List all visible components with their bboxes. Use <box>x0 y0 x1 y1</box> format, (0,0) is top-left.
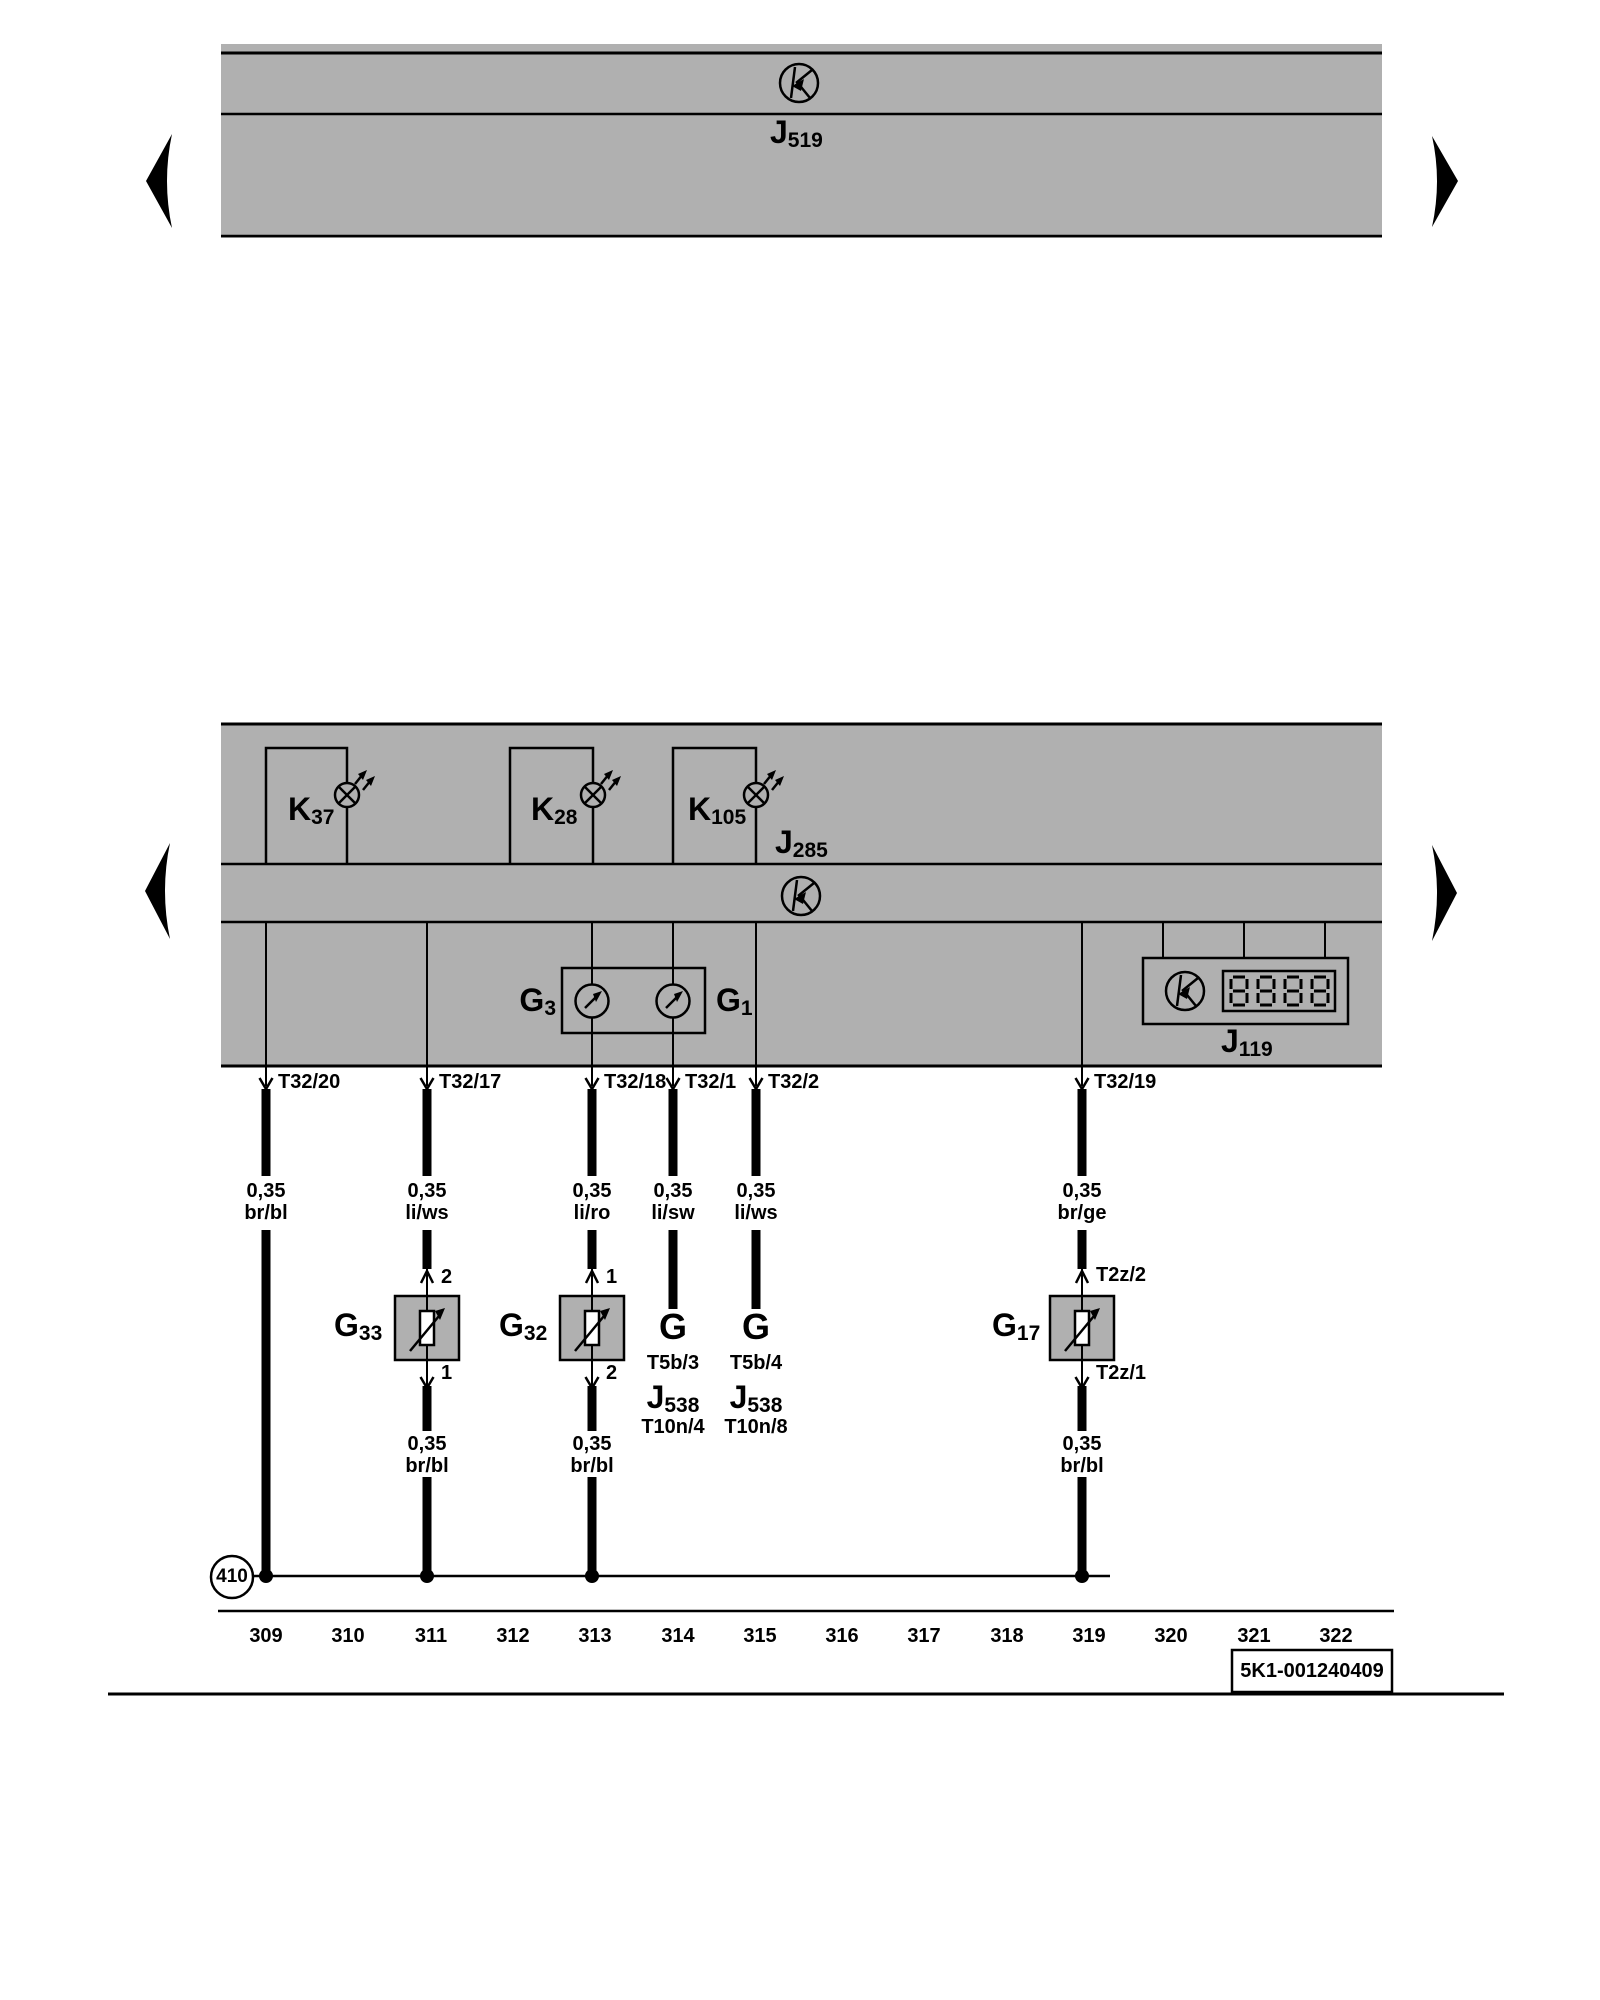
dest-module-pin-w5: T10n/8 <box>724 1416 788 1438</box>
ground-rail <box>211 1556 1110 1598</box>
track-313: 313 <box>578 1625 612 1647</box>
page-arrow-right-middle <box>1432 845 1457 941</box>
wire-spec-w2: 0,35 li/ws <box>405 1180 449 1224</box>
sensor-symbol-g32 <box>560 1296 624 1360</box>
wire-spec2-w2: 0,35 br/bl <box>405 1433 449 1477</box>
ground-node-label: 410 <box>216 1566 248 1587</box>
wire-spec2-w6: 0,35 br/bl <box>1060 1433 1104 1477</box>
pin-top-g33: 2 <box>441 1266 453 1288</box>
track-319: 319 <box>1072 1625 1106 1647</box>
page-arrow-right-top <box>1432 136 1458 227</box>
track-321: 321 <box>1237 1625 1271 1647</box>
wire-spec-w4: 0,35 li/sw <box>651 1180 695 1224</box>
label-g32: G32 <box>499 1307 548 1345</box>
dest-pin-w5: T5b/4 <box>729 1352 783 1374</box>
dest-module-w5: J538 <box>729 1379 783 1417</box>
label-j519: J519 <box>770 114 823 152</box>
track-316: 316 <box>825 1625 859 1647</box>
label-k37: K37 <box>288 791 335 829</box>
terminal-w2: T32/17 <box>439 1071 502 1093</box>
sensor-symbol-g17 <box>1050 1296 1114 1360</box>
wire-spec-w3: 0,35 li/ro <box>572 1180 612 1224</box>
track-322: 322 <box>1319 1625 1353 1647</box>
track-320: 320 <box>1154 1625 1188 1647</box>
wire-spec-w6: 0,35 br/ge <box>1057 1180 1107 1224</box>
wire-spec-w5: 0,35 li/ws <box>734 1180 778 1224</box>
pin-bottom-g17: T2z/1 <box>1096 1362 1147 1384</box>
label-g33: G33 <box>334 1307 383 1345</box>
track-314: 314 <box>661 1625 695 1647</box>
pin-top-g17: T2z/2 <box>1096 1264 1147 1286</box>
sensor-symbol-g33 <box>395 1296 459 1360</box>
label-g17: G17 <box>992 1307 1041 1345</box>
page-arrow-left-top <box>146 134 172 228</box>
track-315: 315 <box>743 1625 777 1647</box>
label-k105: K105 <box>688 791 747 829</box>
track-309: 309 <box>249 1625 283 1647</box>
label-g3: G3 <box>519 982 556 1020</box>
label-j119: J119 <box>1221 1023 1273 1061</box>
wire-spec-w1: 0,35 br/bl <box>244 1180 288 1224</box>
pin-bottom-g32: 2 <box>606 1362 618 1384</box>
track-311: 311 <box>414 1625 448 1647</box>
track-317: 317 <box>907 1625 941 1647</box>
terminal-w6: T32/19 <box>1094 1071 1157 1093</box>
diagram-id: 5K1-001240409 <box>1240 1660 1384 1682</box>
track-318: 318 <box>990 1625 1024 1647</box>
dest-module-pin-w4: T10n/4 <box>641 1416 705 1438</box>
wire-spec2-w3: 0,35 br/bl <box>570 1433 614 1477</box>
pin-top-g32: 1 <box>606 1266 618 1288</box>
dest-module-w4: J538 <box>646 1379 700 1417</box>
page-arrow-left-middle <box>145 843 170 939</box>
label-j285: J285 <box>775 824 828 862</box>
dest-letter-w4: G <box>658 1306 688 1347</box>
track-312: 312 <box>496 1625 530 1647</box>
pin-bottom-g33: 1 <box>441 1362 453 1384</box>
label-k28: K28 <box>531 791 578 829</box>
terminal-w1: T32/20 <box>278 1071 341 1093</box>
dest-pin-w4: T5b/3 <box>646 1352 700 1374</box>
track-310: 310 <box>331 1625 365 1647</box>
dest-letter-w5: G <box>741 1306 771 1347</box>
terminal-w4: T32/1 <box>685 1071 737 1093</box>
terminal-w5: T32/2 <box>768 1071 820 1093</box>
exit-stems <box>266 1066 1082 1086</box>
label-g1: G1 <box>716 982 753 1020</box>
terminal-w3: T32/18 <box>604 1071 667 1093</box>
